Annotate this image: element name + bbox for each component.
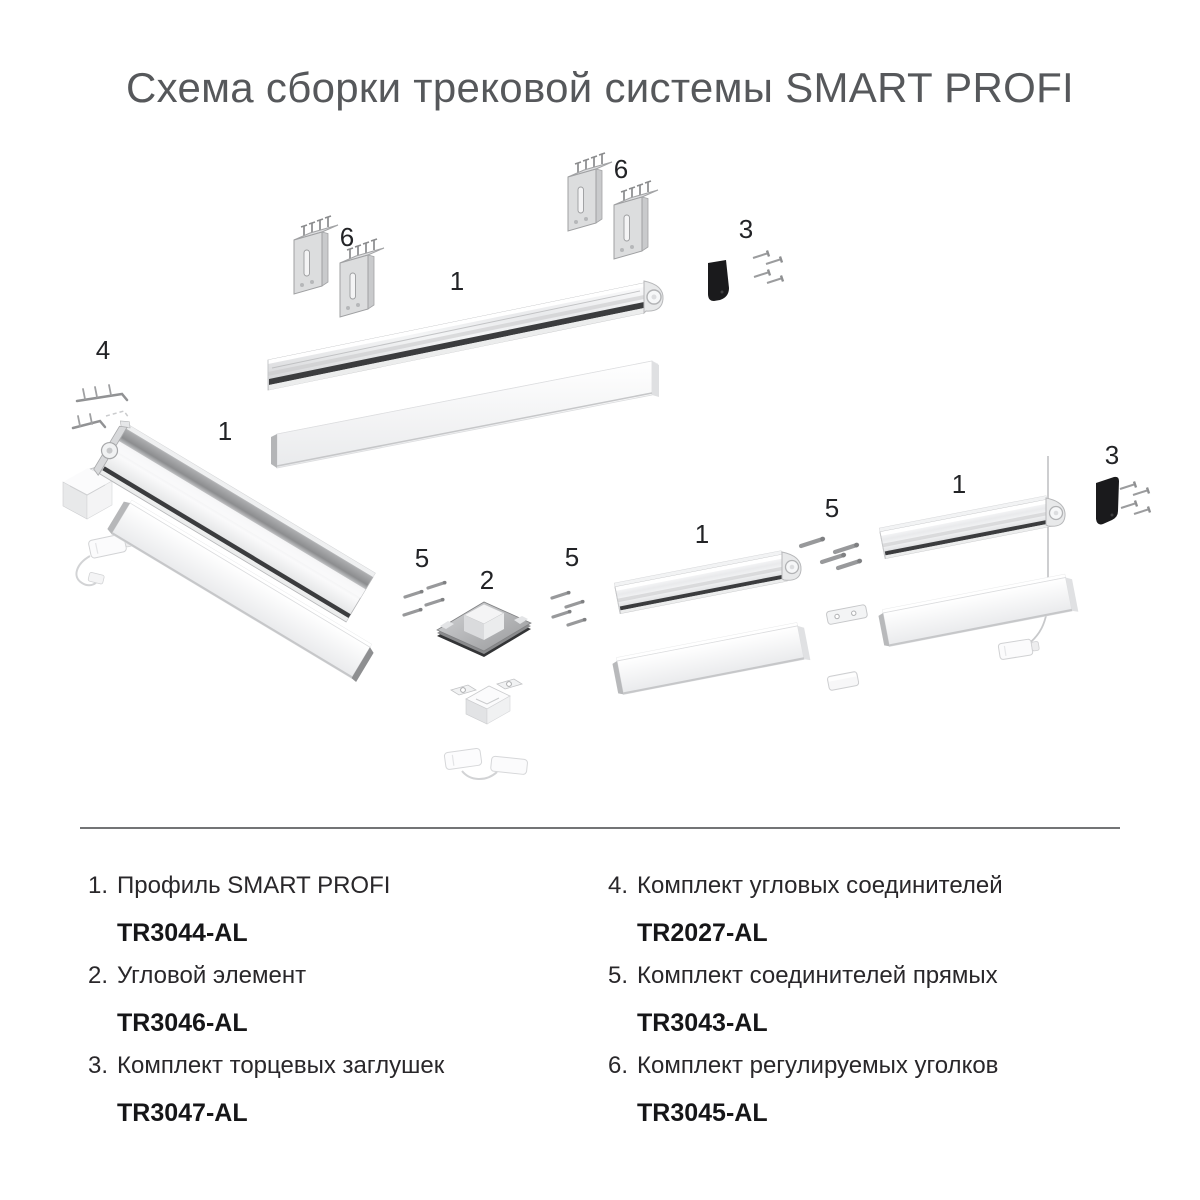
part-label-pins-right: 5 xyxy=(824,493,840,523)
straight-pins-left xyxy=(404,581,446,615)
part-label-profile-left: 1 xyxy=(217,416,233,446)
legend-item xyxy=(88,962,568,1052)
part-label-brackets-left: 6 xyxy=(339,222,355,252)
divider-line xyxy=(80,827,1120,829)
legend-item xyxy=(88,1052,568,1142)
middle-profile-bar xyxy=(614,551,801,614)
legend-item xyxy=(608,1052,1168,1142)
part-label-profile-middle: 1 xyxy=(694,519,710,549)
part-label-pins-left: 5 xyxy=(414,543,430,573)
right-profile-diffuser xyxy=(877,573,1078,649)
part-label-corner-element: 2 xyxy=(479,565,495,595)
part-label-pins-mid: 5 xyxy=(564,542,580,572)
legend-item-name: Комплект соединителей прямых xyxy=(637,962,998,989)
part-label-endcap-right: 3 xyxy=(1104,440,1120,470)
page-title: Схема сборки трековой системы SMART PROFI xyxy=(126,64,1074,111)
legend-item-name: Комплект торцевых заглушек xyxy=(117,1052,445,1079)
legend-item-number: 5. xyxy=(608,962,629,989)
right-profile-bar xyxy=(879,496,1065,559)
legend-item-name: Комплект регулируемых уголков xyxy=(637,1052,999,1079)
legend-item-number: 6. xyxy=(608,1052,629,1079)
legend-item-code: TR3043-AL xyxy=(637,1009,768,1037)
legend-item-number: 2. xyxy=(88,962,109,989)
part-label-brackets-right: 6 xyxy=(613,154,629,184)
end-cap-screws-top xyxy=(753,251,783,284)
legend-item-code: TR3045-AL xyxy=(637,1099,768,1127)
part-label-corner-kit: 4 xyxy=(95,335,111,365)
straight-connector-kit xyxy=(801,537,868,691)
legend-item-number: 1. xyxy=(88,872,109,899)
legend-item-code: TR3046-AL xyxy=(117,1009,248,1037)
legend-item-code: TR3044-AL xyxy=(117,919,248,947)
legend-item-name: Комплект угловых соединителей xyxy=(637,872,1003,899)
legend-column-left xyxy=(88,872,568,1142)
end-cap-screws-right xyxy=(1120,482,1150,515)
legend-item-name: Профиль SMART PROFI xyxy=(117,872,391,899)
corner-mount-bracket-bottom xyxy=(451,679,522,724)
legend-item-name: Угловой элемент xyxy=(117,962,307,989)
part-label-profile-right: 1 xyxy=(951,469,967,499)
end-cap-top xyxy=(708,260,729,301)
middle-profile-diffuser xyxy=(611,621,810,697)
power-connector-right xyxy=(998,638,1040,660)
legend-item-code: TR3047-AL xyxy=(117,1099,248,1127)
legend-column-right xyxy=(608,872,1168,1142)
legend-item xyxy=(608,962,1168,1052)
legend-item-code: TR2027-AL xyxy=(637,919,768,947)
straight-pins-mid xyxy=(552,591,586,625)
legend-item xyxy=(88,872,568,962)
corner-element xyxy=(437,602,531,657)
part-label-profile-top: 1 xyxy=(449,266,465,296)
wire-connector xyxy=(444,748,528,779)
end-cap-right xyxy=(1096,477,1119,525)
part-label-endcap-top: 3 xyxy=(738,214,754,244)
legend-item-number: 3. xyxy=(88,1052,109,1079)
legend-item-number: 4. xyxy=(608,872,629,899)
legend-item xyxy=(608,872,1168,962)
